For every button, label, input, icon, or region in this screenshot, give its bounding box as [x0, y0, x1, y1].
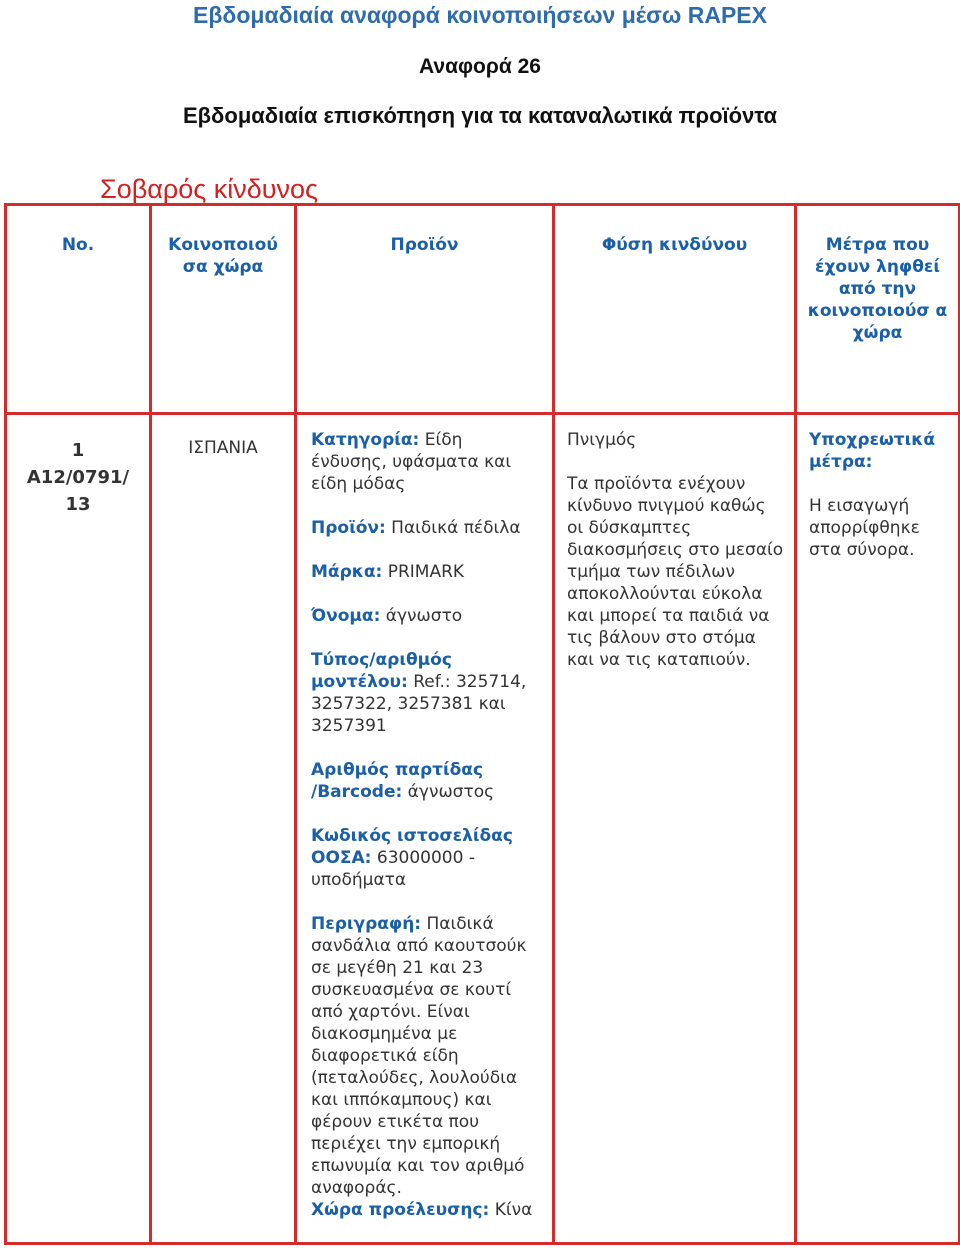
- header-measures: Μέτρα που έχουν ληφθεί από την κοινοποιούσ α χώρα: [796, 205, 960, 414]
- cell-hazard: [554, 414, 796, 1244]
- origin-label: Χώρα προέλευσης:: [311, 1200, 490, 1220]
- product-oecd-code: [311, 825, 540, 891]
- product-model: [311, 649, 540, 737]
- hazard-description: Τα προϊόντα ενέχουν κίνδυνο πνιγμού καθώς οι δύσκαμπτες διακοσμήσεις στο μεσαίο τμήμα των πέδιλων αποκολλούνται εύκολα και μπορεί τα παιδιά να τις βάλουν στο στόμα και να τις καταπιούν.: [567, 474, 784, 670]
- table-header-row: [6, 205, 960, 414]
- header-hazard: Φύση κινδύνου: [554, 205, 796, 414]
- country-value: ΙΣΠΑΝΙΑ: [188, 438, 258, 458]
- product-brand: [311, 561, 540, 583]
- hazard-type: Πνιγμός: [567, 430, 637, 450]
- description-value: Παιδικά σανδάλια από καουτσούκ σε μεγέθη 21 και 23 συσκευασμένα σε κουτί από χαρτόνι. Είναι διακοσμημένα με διαφορετικά είδη (πεταλούδες, λουλούδια και ιππόκαμπους) και φέρουν ετικέτα που περιέχει την εμπορική επωνυμία και τον αριθμό αναφοράς.: [311, 914, 527, 1198]
- row-number: 1: [71, 440, 85, 461]
- cell-country: [151, 414, 296, 1244]
- cell-no: [6, 414, 151, 1244]
- batch-label: Αριθμός παρτίδας /Barcode:: [311, 760, 484, 802]
- product-batch: [311, 759, 540, 803]
- header-country: Κοινοποιού σα χώρα: [151, 205, 296, 414]
- report-title: Εβδομαδιαία αναφορά κοινοποιήσεων μέσω RAPEX: [193, 2, 767, 28]
- header-no: No.: [6, 205, 151, 414]
- product-value: Παιδικά πέδιλα: [385, 518, 521, 538]
- brand-label: Μάρκα:: [311, 562, 383, 582]
- product-name-line: [311, 517, 540, 539]
- measures-value: Η εισαγωγή απορρίφθηκε στα σύνορα.: [809, 496, 920, 560]
- header-product: Προϊόν: [296, 205, 554, 414]
- notification-ref: A12/0791/: [26, 467, 130, 488]
- notifications-table: [4, 203, 960, 1245]
- overview-heading: Εβδομαδιαία επισκόπηση για τα καταναλωτικά προϊόντα: [182, 103, 778, 128]
- oecd-label: Κωδικός ιστοσελίδας ΟΟΣΑ:: [311, 826, 513, 868]
- report-number: Αναφορά 26: [419, 55, 541, 78]
- product-label: Προϊόν:: [311, 518, 386, 538]
- category-label: Κατηγορία:: [311, 430, 420, 450]
- description-label: Περιγραφή:: [311, 914, 422, 934]
- product-name: [311, 605, 540, 627]
- origin-value: Κίνα: [489, 1200, 533, 1220]
- model-label: Τύπος/αριθμός μοντέλου:: [311, 650, 452, 692]
- product-description: [311, 913, 540, 1199]
- cell-product: [296, 414, 554, 1244]
- table-row: [6, 414, 960, 1244]
- oecd-value: 63000000 - υποδήματα: [311, 848, 475, 890]
- name-label: Όνομα:: [311, 606, 381, 626]
- brand-value: PRIMARK: [382, 562, 465, 582]
- measures-label: Υποχρεωτικά μέτρα:: [809, 430, 936, 472]
- name-value: άγνωστο: [380, 606, 463, 626]
- risk-level-heading: Σοβαρός κίνδυνος: [100, 174, 319, 204]
- notification-ref-suffix: 13: [65, 494, 91, 515]
- batch-value: άγνωστος: [402, 782, 495, 802]
- product-origin: [311, 1199, 540, 1221]
- cell-measures: [796, 414, 960, 1244]
- model-value: Ref.: 325714, 3257322, 3257381 και 3257391: [311, 672, 527, 736]
- product-category: [311, 429, 540, 495]
- category-value: Είδη ένδυσης, υφάσματα και είδη μόδας: [311, 430, 512, 494]
